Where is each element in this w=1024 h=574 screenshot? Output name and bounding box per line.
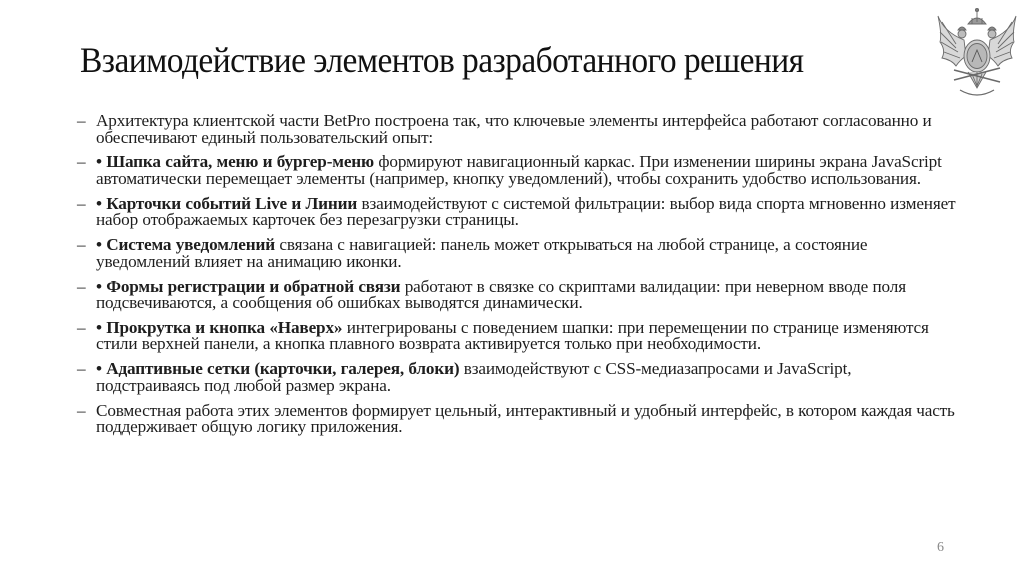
item-text: интегрированы с поведением шапки: при перемещении по странице изменяются стили верхней панели, а кнопка плавного возврата активируется только при необходимости. (96, 317, 929, 354)
bullet-dot: • (96, 152, 107, 172)
double-headed-eagle-emblem-icon (934, 4, 1020, 104)
list-item-forms (77, 276, 957, 313)
bullet-dot: • (96, 235, 107, 255)
item-bold-text: Шапка сайта, меню и бургер-меню (106, 152, 375, 172)
list-item-event-cards (77, 193, 957, 230)
item-bold-text: Система уведомлений (106, 235, 275, 255)
dash-marker: – (77, 152, 86, 172)
dash-marker: – (77, 400, 86, 420)
list-item-header-menu (77, 154, 957, 187)
item-text: связана с навигацией: панель может открываться на любой странице, а состояние уведомлений влияет на анимацию иконки. (96, 235, 868, 271)
item-bold-text: Адаптивные сетки (карточки, галерея, блоки) (106, 359, 460, 379)
bullet-dot: • (96, 276, 107, 296)
content-list (77, 113, 957, 444)
item-text: Совместная работа этих элементов формирует цельный, интерактивный и удобный интерфейс, в котором каждая часть поддерживает общую логику приложения. (96, 400, 955, 437)
item-bold-text: Формы регистрации и обратной связи (106, 276, 401, 296)
list-item-scroll-top (77, 317, 957, 354)
slide-title: Взаимодействие элементов разработанного решения (80, 40, 804, 80)
dash-marker: – (77, 359, 86, 379)
list-item-intro (77, 113, 957, 146)
item-bold-text: Карточки событий Live и Линии (106, 193, 358, 213)
item-bold-text: Прокрутка и кнопка «Наверх» (106, 317, 343, 337)
dash-marker: – (77, 317, 86, 337)
page-number: 6 (937, 540, 944, 555)
item-text: взаимодействуют с CSS-медиазапросами и JavaScript, подстраиваясь под любой размер экрана. (96, 359, 852, 395)
item-text: взаимодействуют с системой фильтрации: выбор вида спорта мгновенно изменяет набор отображаемых карточек без перезагрузки страницы. (96, 193, 956, 230)
dash-marker: – (77, 111, 86, 130)
bullet-dot: • (96, 193, 107, 213)
item-text: формируют навигационный каркас. При изменении ширины экрана JavaScript автоматически перемещает элементы (например, кнопку уведомлений), чтобы сохранить удобство использования. (96, 152, 942, 188)
dash-marker: – (77, 235, 86, 255)
dash-marker: – (77, 193, 86, 213)
item-text: работают в связке со скриптами валидации: при неверном вводе поля подсвечиваются, а сообщения об ошибках выводятся динамически. (96, 276, 906, 313)
dash-marker: – (77, 276, 86, 296)
bullet-dot: • (96, 317, 107, 337)
list-item-conclusion (77, 400, 957, 437)
list-item-notifications (77, 237, 957, 270)
bullet-dot: • (96, 359, 107, 379)
list-item-adaptive-grids (77, 361, 957, 394)
item-text: Архитектура клиентской части BetPro построена так, что ключевые элементы интерфейса работают согласованно и обеспечивают единый пользовательский опыт: (96, 111, 932, 147)
